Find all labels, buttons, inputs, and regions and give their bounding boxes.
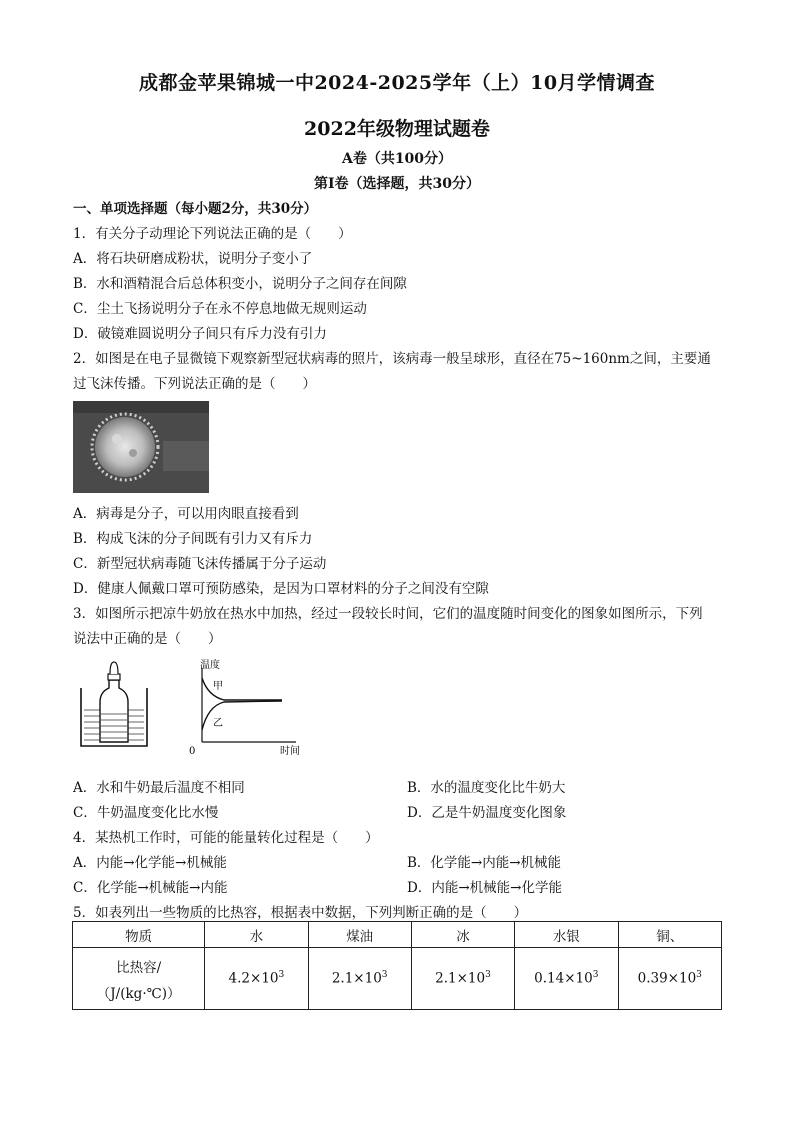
q3-option-c: C．牛奶温度变化比水慢 (73, 805, 219, 821)
row-label-line1: 比热容/ (116, 959, 162, 976)
table-header-cell: 水 (205, 922, 308, 948)
table-cell: $4.2\times 10^3$ (205, 948, 308, 1010)
q4-option-c: C．化学能→机械能→内能 (73, 880, 228, 896)
q3-option-a: A．水和牛奶最后温度不相同 (73, 780, 245, 796)
q1-stem: 1．有关分子动理论下列说法正确的是（ ） (73, 226, 352, 242)
graph-ylabel: 温度 (200, 660, 220, 671)
table-row-label (73, 948, 205, 1010)
exam-title: 成都金苹果锦城一中2024-2025学年（上）10月学情调查 (138, 72, 656, 94)
q4-option-d: D．内能→机械能→化学能 (407, 880, 562, 896)
table-header-cell: 水银 (515, 922, 618, 948)
temperature-time-graph (184, 656, 304, 756)
graph-origin: 0 (189, 746, 196, 756)
q2-stem-line2: 过飞沫传播。下列说法正确的是（ ） (73, 376, 316, 392)
q1-option-b: B．水和酒精混合后总体积变小，说明分子之间存在间隙 (73, 276, 407, 292)
table-header-cell: 铜、 (618, 922, 721, 948)
table-header-cell: 煤油 (308, 922, 411, 948)
table-row (73, 948, 722, 1010)
specific-heat-table (72, 921, 722, 1010)
volume-1-label: 第I卷（选择题，共30分） (313, 176, 481, 192)
q2-option-d: D．健康人佩戴口罩可预防感染，是因为口罩材料的分子之间没有空隙 (73, 581, 489, 597)
graph-xlabel: 时间 (280, 746, 300, 756)
table-cell: $2.1\times 10^3$ (308, 948, 411, 1010)
q2-stem-line1: 2．如图是在电子显微镜下观察新型冠状病毒的照片，该病毒一般呈球形，直径在75~160nm之间，主要通 (73, 351, 711, 367)
q5-stem: 5．如表列出一些物质的比热容，根据表中数据，下列判断正确的是（ ） (73, 905, 528, 921)
graph-curve-yi-label: 乙 (213, 718, 223, 729)
q2-option-c: C．新型冠状病毒随飞沫传播属于分子运动 (73, 556, 327, 572)
section-heading: 一、单项选择题（每小题2分，共30分） (73, 201, 318, 217)
table-header-cell: 冰 (411, 922, 514, 948)
table-cell: $0.39\times 10^3$ (618, 948, 721, 1010)
row-label-line2: （J/(kg·℃)） (96, 985, 181, 1002)
q1-option-a: A．将石块研磨成粉状，说明分子变小了 (73, 251, 313, 267)
q2-option-b: B．构成飞沫的分子间既有引力又有斥力 (73, 531, 313, 547)
table-cell: $2.1\times 10^3$ (411, 948, 514, 1010)
exam-subject-title: 2022年级物理试题卷 (304, 118, 490, 140)
q4-stem: 4．某热机工作时，可能的能量转化过程是（ ） (73, 830, 379, 846)
q1-option-c: C．尘土飞扬说明分子在永不停息地做无规则运动 (73, 301, 367, 317)
table-header-row (73, 922, 722, 948)
virus-micrograph (73, 401, 209, 493)
q3-stem-line1: 3．如图所示把凉牛奶放在热水中加热，经过一段较长时间，它们的温度随时间变化的图象如图所示，下列 (73, 606, 703, 622)
q3-option-b: B．水的温度变化比牛奶大 (407, 780, 566, 796)
q3-option-d: D．乙是牛奶温度变化图象 (407, 805, 567, 821)
q4-option-a: A．内能→化学能→机械能 (73, 855, 227, 871)
q4-option-b: B．化学能→内能→机械能 (407, 855, 562, 871)
q3-stem-line2: 说法中正确的是（ ） (73, 631, 222, 647)
graph-curve-jia-label: 甲 (213, 681, 223, 692)
table-cell: $0.14\times 10^3$ (515, 948, 618, 1010)
q2-option-a: A．病毒是分子，可以用肉眼直接看到 (73, 506, 299, 522)
q1-option-d: D．破镜难圆说明分子间只有斥力没有引力 (73, 326, 327, 342)
paper-a-label: A卷（共100分） (341, 151, 453, 167)
beaker-bottle-figure (78, 658, 150, 750)
table-header-cell: 物质 (73, 922, 205, 948)
